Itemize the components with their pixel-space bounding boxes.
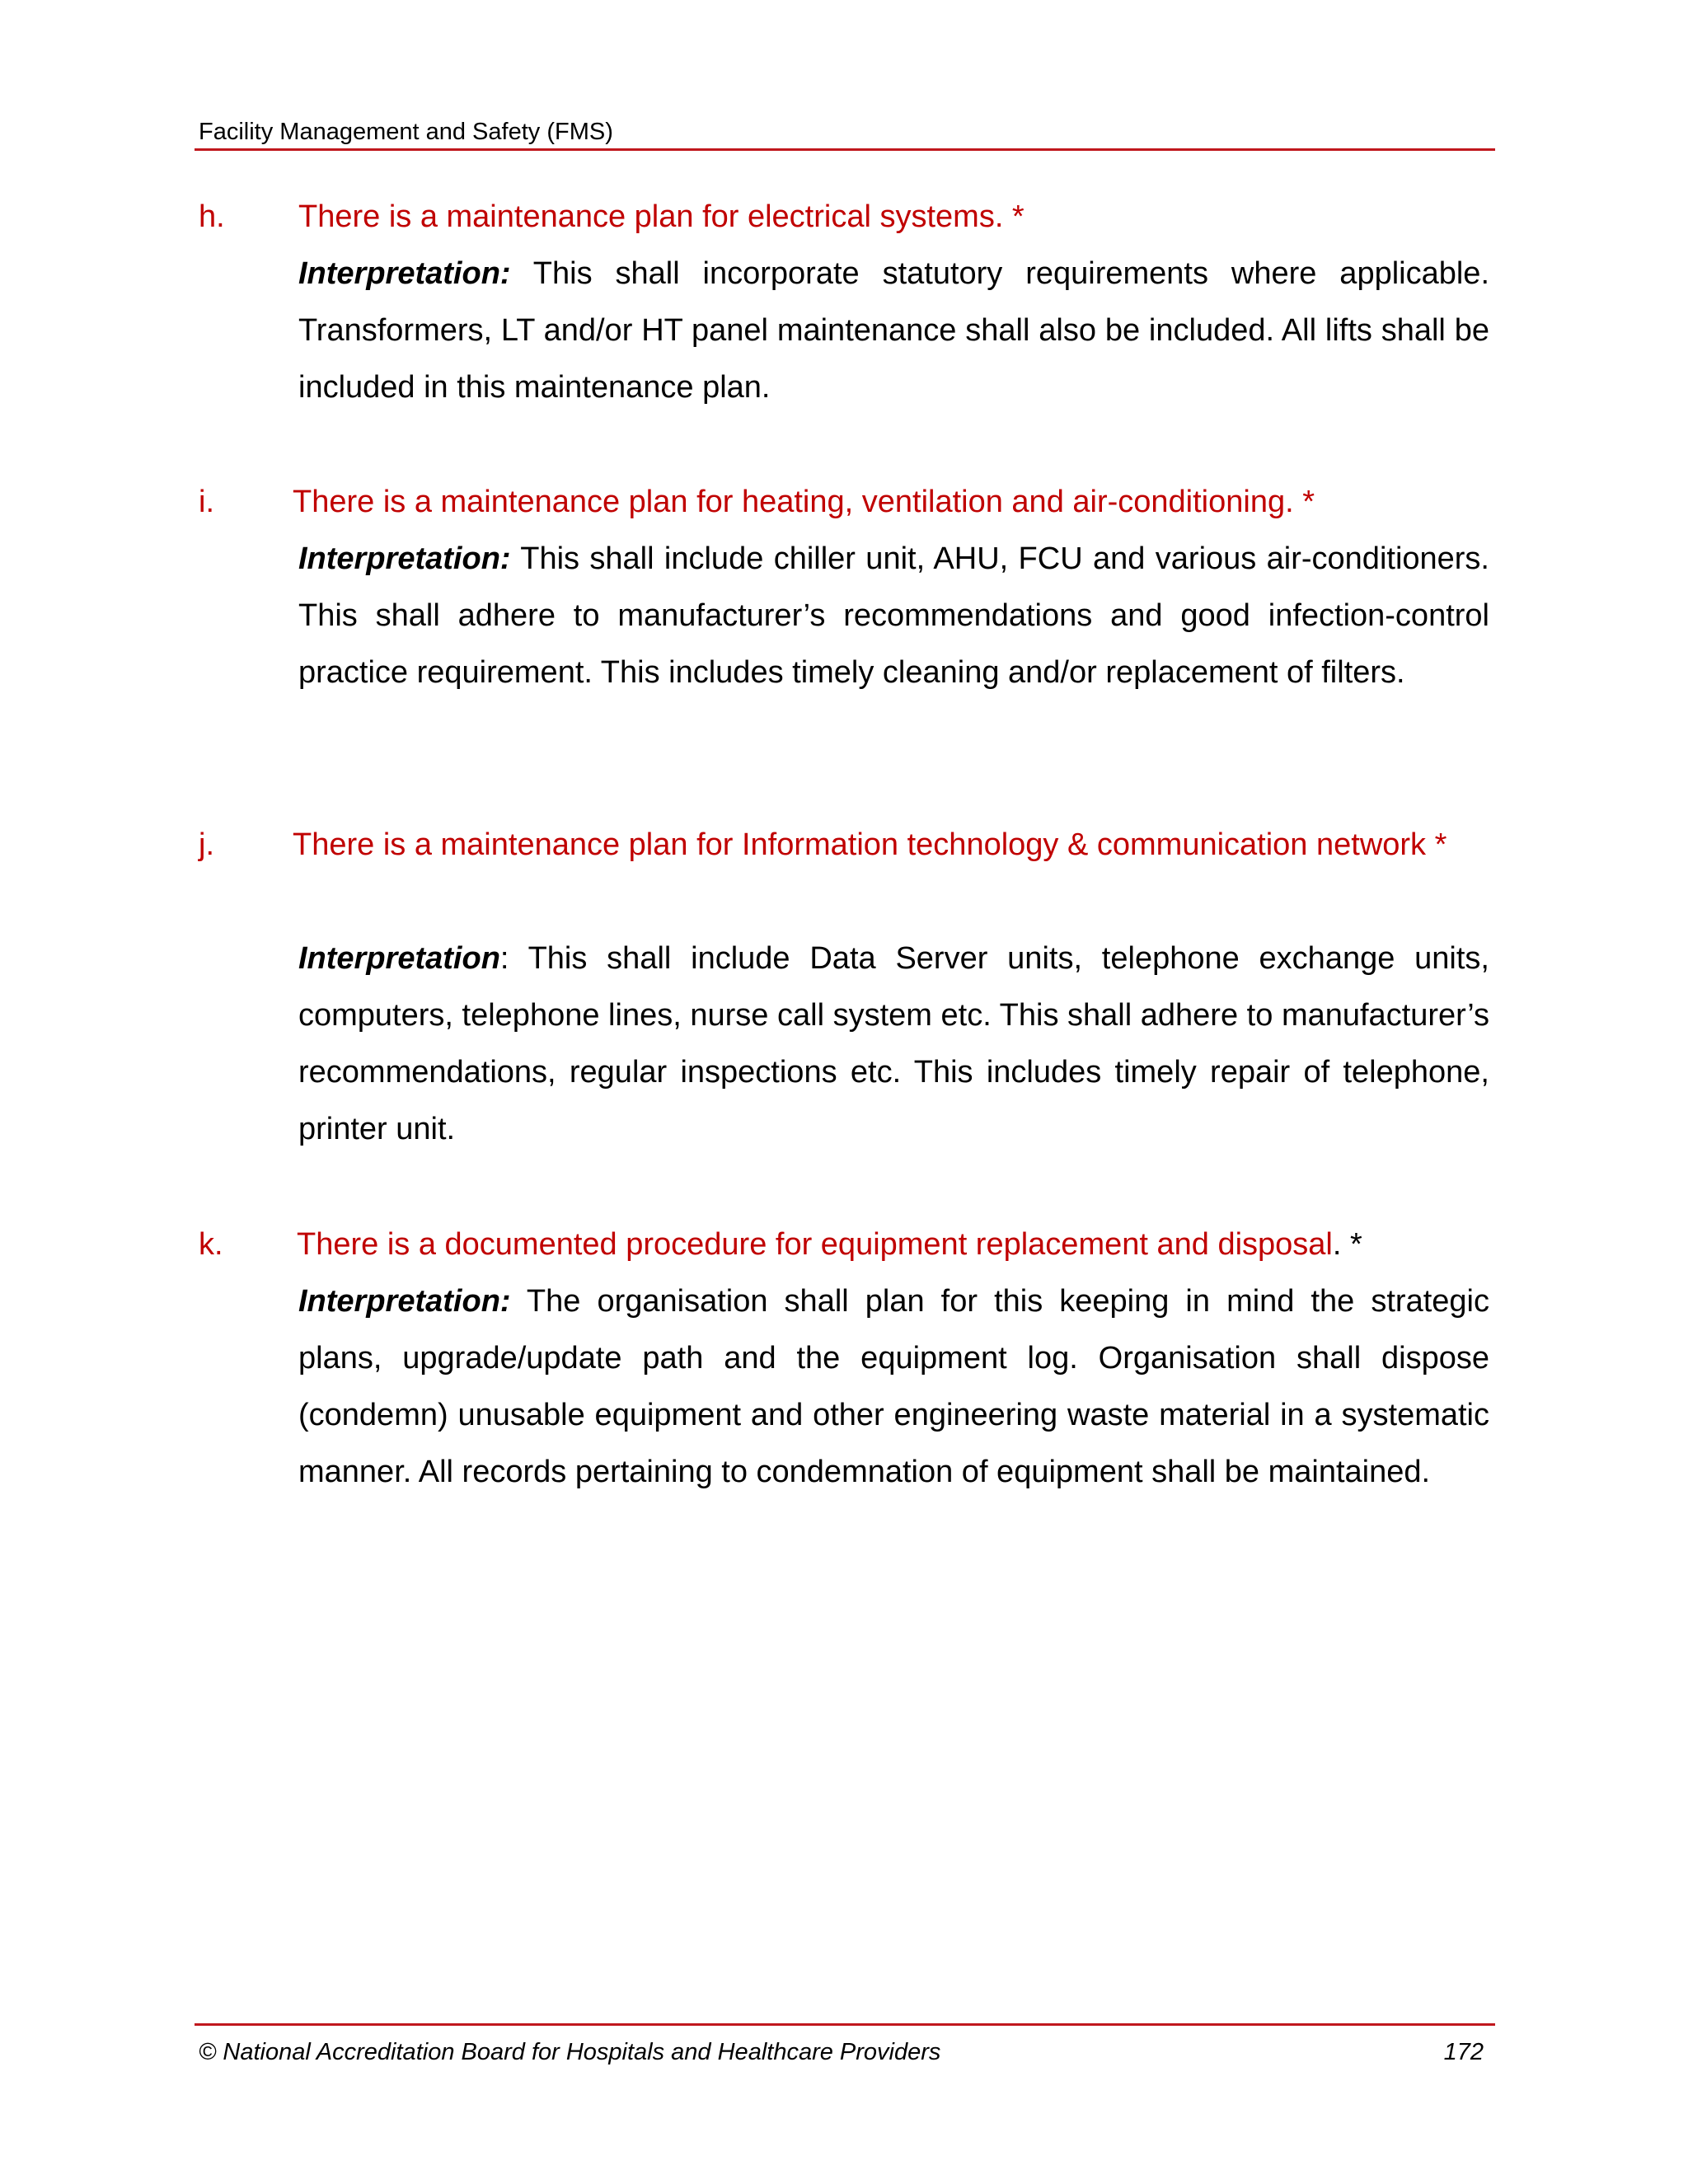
criterion-title-text: There is a documented procedure for equipment replacement and disposal [297,1227,1333,1262]
criterion-title [293,817,1488,874]
criterion-interpretation [298,246,1489,416]
criterion-title: There is a maintenance plan for electrical systems. * [298,199,1025,234]
criterion-interpretation [298,531,1489,701]
interpretation-text: This shall include chiller unit, AHU, FCU and various air-conditioners. This shall adhere to manufacturer’s recommendations and good infection-control practice requirement. This includes timely cleaning and/or replacement of filters. [298,541,1489,690]
interpretation-label: Interpretation: [298,541,511,576]
interpretation-text: The organisation shall plan for this keeping in mind the strategic plans, upgrade/update path and the equipment log. Organisation shall dispose (condemn) unusable equipment and other engineering waste material in a systematic manner. All records pertaining to condemnation of equipment shall be maintained. [298,1284,1489,1489]
criterion-letter: k. [199,1227,223,1262]
interpretation-label: Interpretation: [298,1284,511,1319]
criterion-title: There is a maintenance plan for heating, ventilation and air-conditioning. * [293,485,1315,519]
interpretation-text: : This shall include Data Server units, telephone exchange units, computers, telephone lines, nurse call system etc. This shall adhere to manufacturer’s recommendations, regular inspections etc. This includes timely repair of telephone, printer unit. [298,941,1489,1146]
header-divider [195,148,1495,151]
criterion-letter: h. [199,199,225,234]
footer-divider [195,2023,1495,2026]
interpretation-text: This shall incorporate statutory requirements where applicable. Transformers, LT and/or HT panel maintenance shall also be included. All lifts shall be included in this maintenance plan. [298,256,1489,405]
footer-copyright: © National Accreditation Board for Hospitals and Healthcare Providers [199,2039,941,2065]
interpretation-label: Interpretation: [298,256,511,291]
criterion-letter: i. [199,485,214,519]
criterion-interpretation [298,930,1489,1158]
criterion-title-text: There is a maintenance plan for Information technology & communication network * [293,827,1447,862]
page-number: 172 [1443,2039,1484,2065]
criterion-interpretation [298,1273,1489,1501]
criterion-title-suffix: . * [1332,1227,1362,1262]
page-header-title: Facility Management and Safety (FMS) [199,119,613,145]
interpretation-label: Interpretation [298,941,500,976]
criterion-title [297,1216,1492,1273]
criterion-letter: j. [199,827,214,862]
